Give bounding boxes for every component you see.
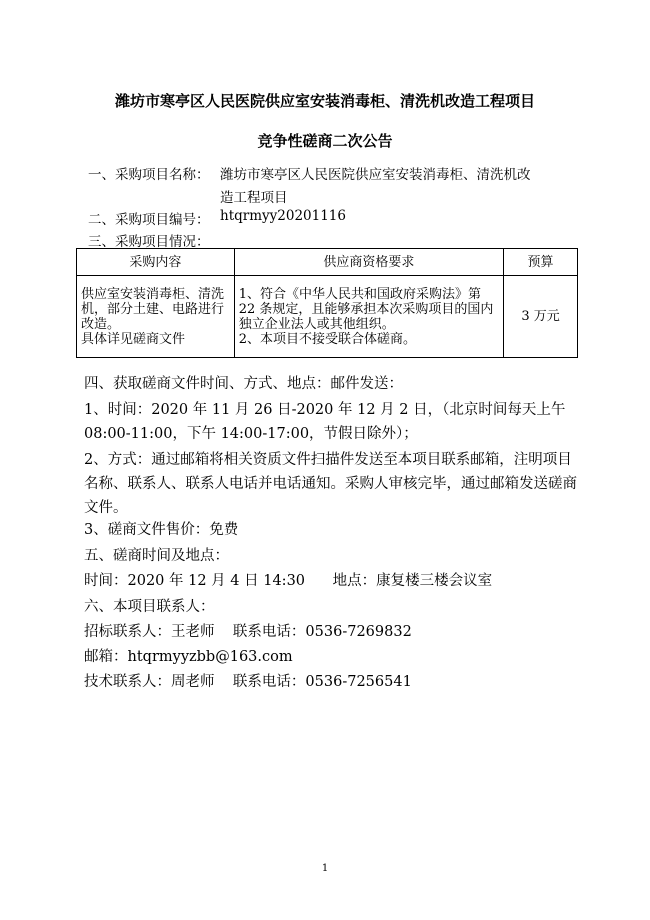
section-3-label: 三、采购项目情况： <box>88 234 210 250</box>
header-requirements: 供应商资格要求 <box>234 249 503 276</box>
header-budget: 预算 <box>504 249 578 276</box>
table-row <box>77 276 578 358</box>
contact-email: 邮箱：htqrmyyzbb@163.com <box>84 649 293 665</box>
section-4-heading: 四、获取磋商文件时间、方式、地点：邮件发送： <box>84 376 403 392</box>
content-text: 供应室安装消毒柜、清洗机，部分土建、电路进行改造。 <box>81 286 225 332</box>
requirements-cell <box>234 276 503 358</box>
section-4-item-3: 3、磋商文件售价：免费 <box>84 522 239 538</box>
section-6-heading: 六、本项目联系人： <box>84 599 215 615</box>
section-4-item-1: 1、时间：2020 年 11 月 26 日-2020 年 12 月 2 日，（北京时间每天上午08:00-11:00，下午 14:00-17:00，节假日除外）； <box>84 402 566 442</box>
bid-contact: 招标联系人：王老师 联系电话：0536-7269832 <box>84 624 412 640</box>
requirement-1: 1、符合《中华人民共和国政府采购法》第 22 条规定，且能够承担本次采购项目的国内独立企业法人或其他组织。 <box>238 286 494 332</box>
requirement-2: 2、本项目不接受联合体磋商。 <box>238 331 416 347</box>
document-title: 潍坊市寒亭区人民医院供应室安装消毒柜、清洗机改造工程项目 <box>114 92 535 110</box>
section-1-label: 一、采购项目名称： <box>88 167 210 183</box>
section-5-heading: 五、磋商时间及地点： <box>84 548 229 564</box>
meeting-time-location: 时间：2020 年 12 月 4 日 14:30 地点：康复楼三楼会议室 <box>84 573 493 589</box>
budget-cell: 3 万元 <box>504 276 578 358</box>
content-cell <box>77 276 235 358</box>
project-number-value: htqrmyy20201116 <box>220 208 346 224</box>
procurement-table <box>76 248 578 358</box>
document-subtitle: 竞争性磋商二次公告 <box>257 132 393 150</box>
technical-contact: 技术联系人：周老师 联系电话：0536-7256541 <box>84 674 412 690</box>
header-content: 采购内容 <box>77 249 235 276</box>
section-4-item-2: 2、方式：通过邮箱将相关资质文件扫描件发送至本项目联系邮箱，注明项目名称、联系人、联系人电话并电话通知。采购人审核完毕，通过邮箱发送磋商文件。 <box>84 452 577 516</box>
project-name-value-1: 潍坊市寒亭区人民医院供应室安装消毒柜、清洗机改 <box>220 167 531 183</box>
page-number: 1 <box>321 863 329 874</box>
content-note: 具体详见磋商文件 <box>81 331 186 347</box>
project-name-value-2: 造工程项目 <box>220 190 288 206</box>
table-header-row <box>77 249 578 276</box>
section-2-label: 二、采购项目编号： <box>88 212 210 228</box>
